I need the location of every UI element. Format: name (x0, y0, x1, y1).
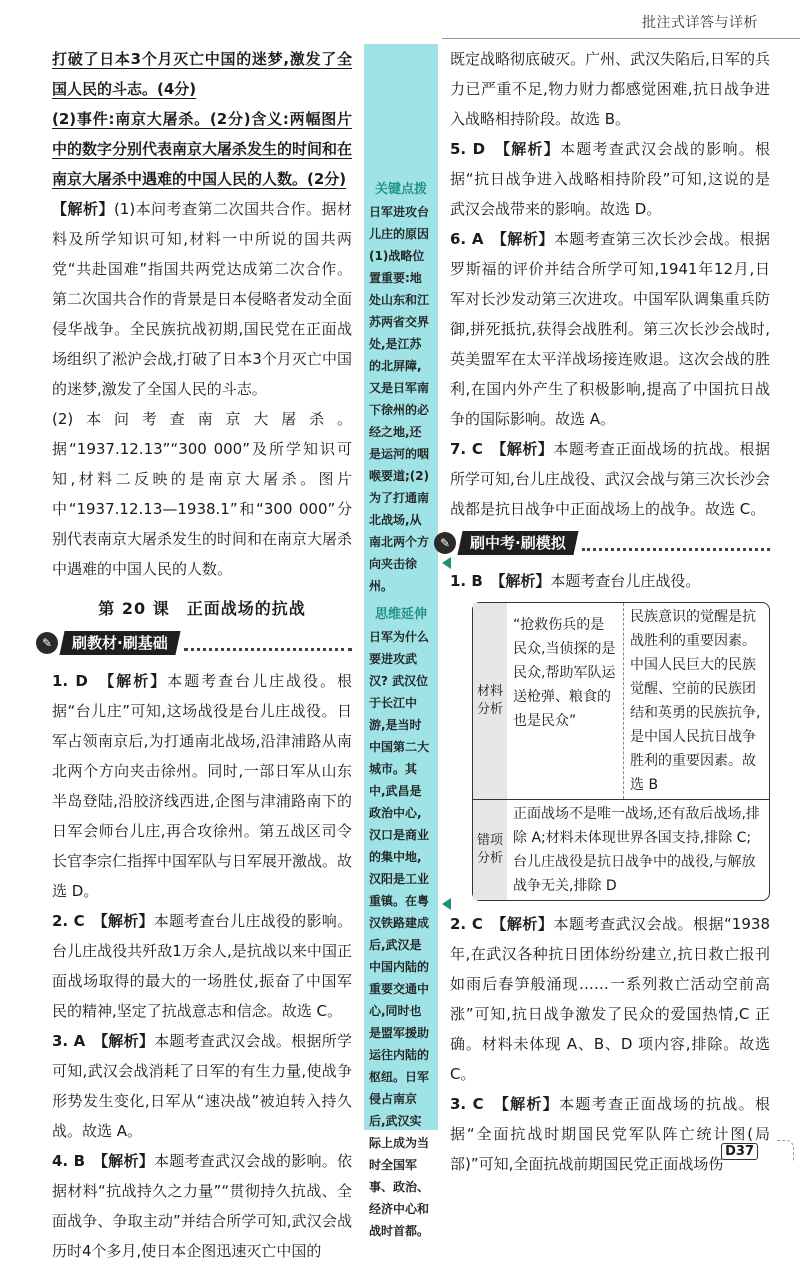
answer-item: 3. C 【解析】本题考查正面战场的抗战。根据“全面抗战时期国民党军队阵亡统计图(局部)”可知,全面抗战前期国民党正面战场伤 (450, 1095, 770, 1173)
answer-continued-1: 打破了日本3个月灭亡中国的迷梦,激发了全国人民的斗志。(4分) (52, 50, 352, 98)
page-corner-decoration (777, 1140, 794, 1161)
answer-item: 7. C 【解析】本题考查正面战场的抗战。根据所学可知,台儿庄战役、武汉会战与第三次长沙会战都是抗日战争中正面战场上的战争。故选 C。 (450, 440, 770, 518)
material-analysis-text: 民族意识的觉醒是抗战胜利的重要因素。中国人民巨大的民族觉醒、空前的民族团结和英勇的民族抗争,是中国人民抗日战争胜利的重要因素。故选 B (630, 609, 761, 793)
answer-item: 2. C 【解析】本题考查武汉会战。根据“1938年,在武汉各种抗日团体纷纷建立,抗日救亡报刊如雨后春笋般涌现……一系列救亡活动空前高涨”可知,抗日战争激发了民众的爱国热情,C 正确。材料未体现 A、B、D 项内容,排除。故选 C。 (450, 915, 770, 1083)
analysis-part2: (2)本问考查南京大屠杀。据“1937.12.13”“300 000”及所学知识可知,材料二反映的是南京大屠杀。图片中“1937.12.13—1938.1”和“300 000”分别代表南京大屠杀发生的时间和在南京大屠杀中遇难的中国人民的人数。 (52, 410, 353, 578)
wrong-option-text: 正面战场不是唯一战场,还有敌后战场,排除 A;材料未体现世界各国支持,排除 C;台儿庄战役是抗日战争中的战役,与解放战争无关,排除 D (513, 806, 760, 894)
answer-item: 2. C 【解析】本题考查台儿庄战役的影响。台儿庄战役共歼敌1万余人,是抗战以来中国正面战场取得的最大的一场胜仗,振奋了中国军民的精神,坚定了抗战意志和信念。故选 C。 (52, 912, 352, 1020)
margin-notes-strip (364, 44, 438, 1238)
answer-item: 1. B 【解析】本题考查台儿庄战役。 (450, 572, 701, 590)
pen-icon: ✎ (36, 632, 58, 654)
banner-dots (582, 536, 770, 551)
left-column (41, 44, 353, 1266)
section-banner-exam: ✎ 刷中考·刷模拟 (434, 530, 770, 556)
banner-dots (184, 636, 352, 651)
thinking-extension-text: 日军为什么要进攻武汉? 武汉位于长江中游,是当时中国第二大城市。其中,武昌是政治中心,汉口是商业的集中地,汉阳是工业重镇。在粤汉铁路建成后,武汉是中国内陆的重要交通中心,同时也是盟军援助运往内陆的枢纽。日军侵占南京后,武汉实际上成为当时全国军事、政治、经济中心和战时首都。 (369, 630, 430, 1238)
right-column (439, 44, 770, 1179)
material-quote: “抢救伤兵的是民众,当侦探的是民众,帮助军队运送枪弹、粮食的也是民众” (507, 603, 624, 799)
answer-continued-right: 既定战略彻底破灭。广州、武汉失陷后,日军的兵力已严重不足,物力财力都感觉困难,抗日战争进入战略相持阶段。故选 B。 (450, 50, 770, 128)
analysis-box (472, 602, 770, 901)
header-rule (442, 38, 800, 39)
analysis-part1: 【解析】(1)本问考查第二次国共合作。据材料及所学知识可知,材料一中所说的国共两党“共赴国难”指国共两党达成第二次合作。第二次国共合作的背景是日本侵略者发动全面侵华战争。全民族抗战初期,国民党在正面战场组织了淞沪会战,打破了日本3个月灭亡中国的迷梦,激发了全国人民的斗志。 (52, 200, 353, 398)
thinking-extension-heading: 思维延伸 (374, 607, 427, 622)
material-analysis-label: 材料分析 (473, 603, 507, 799)
answer-item: 1. D 【解析】本题考查台儿庄战役。根据“台儿庄”可知,这场战役是台儿庄战役。日军占领南京后,为打通南北战场,沿津浦路从南北两个方向夹击徐州。同时,一部日军从山东半岛登陆,沿胶济线西进,企图与津浦路南下的日军会师台儿庄,再合攻徐州。第五战区司令长官李宗仁指挥中国军队与日军展开激战。故选 D。 (52, 672, 353, 900)
key-tips-text: 日军进攻台儿庄的原因 (1)战略位置重要:地处山东和江苏两省交界处,是江苏的北屏障,又是日军南下徐州的必经之地,还是运河的咽喉要道;(2)为了打通南北战场,从南北两个方向夹击徐州。 (369, 205, 430, 593)
answer-continued-2: (2)事件:南京大屠杀。(2分)含义:两幅图片中的数字分别代表南京大屠杀发生的时间和在南京大屠杀中遇难的中国人民的人数。(2分) (52, 110, 353, 188)
lesson-title: 第 20 课 正面战场的抗战 (98, 599, 306, 618)
header-title: 批注式详答与详析 (642, 15, 758, 31)
answer-item: 4. B 【解析】本题考查武汉会战的影响。依据材料“抗战持久之力量”“贯彻持久抗战、全面战争、争取主动”并结合所学可知,武汉会战历时4个多月,使日本企图迅速灭亡中国的 (52, 1152, 352, 1260)
pen-icon: ✎ (434, 532, 456, 554)
page-header (0, 0, 800, 44)
analysis-tag: 【解析】 (52, 200, 114, 218)
key-tips-heading: 关键点拨 (374, 182, 427, 197)
section-banner-textbook: ✎ 刷教材·刷基础 (36, 630, 352, 656)
answer-item: 6. A 【解析】本题考查第三次长沙会战。根据罗斯福的评价并结合所学可知,1941年12月,日军对长沙发动第三次进攻。中国军队调集重兵防御,拼死抵抗,获得会战胜利。第三次长沙会战时,英美盟军在太平洋战场接连败退。这次会战的胜利,在国内外产生了积极影响,提高了中国抗日战争的国际影响。故选 A。 (450, 230, 770, 428)
page-number: D37 (721, 1143, 758, 1160)
answer-item: 3. A 【解析】本题考查武汉会战。根据所学可知,武汉会战消耗了日军的有生力量,使战争形势发生变化,日军从“速决战”被迫转入持久战。故选 A。 (52, 1032, 352, 1140)
answer-item: 5. D 【解析】本题考查武汉会战的影响。根据“抗日战争进入战略相持阶段”可知,这说的是武汉会战带来的影响。故选 D。 (450, 140, 770, 218)
wrong-option-label: 错项分析 (473, 800, 507, 900)
